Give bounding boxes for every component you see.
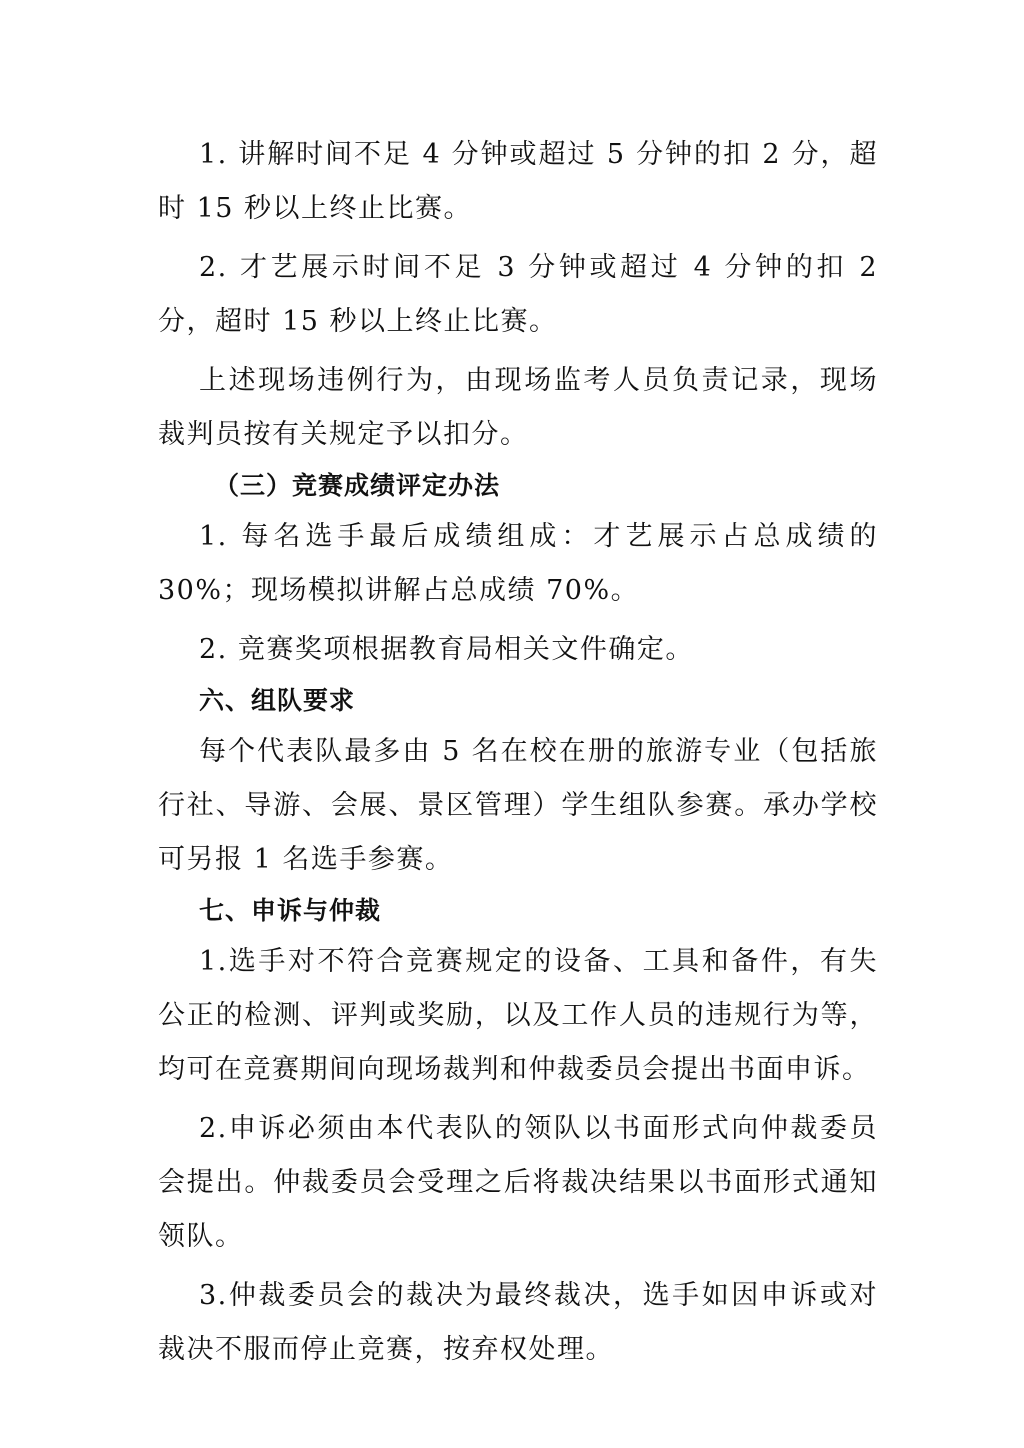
section-heading-team: 六、组队要求 <box>199 686 356 715</box>
rule-paragraph-talent-time: 2. 才艺展示时间不足 3 分钟或超过 4 分钟的扣 2 分，超时 15 秒以上终止比赛。 <box>158 252 878 337</box>
appeal-paragraph-2: 2.申诉必须由本代表队的领队以书面形式向仲裁委员会提出。仲裁委员会受理之后将裁决结果以书面形式通知领队。 <box>158 1113 878 1252</box>
awards-paragraph: 2. 竞赛奖项根据教育局相关文件确定。 <box>199 634 694 665</box>
scoring-composition-paragraph: 1. 每名选手最后成绩组成：才艺展示占总成绩的 30%；现场模拟讲解占总成绩 70%。 <box>158 521 878 606</box>
appeal-paragraph-3: 3.仲裁委员会的裁决为最终裁决，选手如因申诉或对裁决不服而停止竞赛，按弃权处理。 <box>158 1280 878 1365</box>
appeal-paragraph-1: 1.选手对不符合竞赛规定的设备、工具和备件，有失公正的检测、评判或奖励，以及工作人员的违规行为等，均可在竞赛期间向现场裁判和仲裁委员会提出书面申诉。 <box>158 946 878 1085</box>
rule-paragraph-explanation-time: 1. 讲解时间不足 4 分钟或超过 5 分钟的扣 2 分，超时 15 秒以上终止比赛。 <box>158 139 878 224</box>
section-heading-scoring: （三）竞赛成绩评定办法 <box>214 471 501 500</box>
document-body <box>158 128 878 1377</box>
violation-note-paragraph: 上述现场违例行为，由现场监考人员负责记录，现场裁判员按有关规定予以扣分。 <box>158 365 878 450</box>
team-requirements-paragraph: 每个代表队最多由 5 名在校在册的旅游专业（包括旅行社、导游、会展、景区管理）学生组队参赛。承办学校可另报 1 名选手参赛。 <box>158 736 878 875</box>
section-heading-appeal: 七、申诉与仲裁 <box>199 896 382 925</box>
